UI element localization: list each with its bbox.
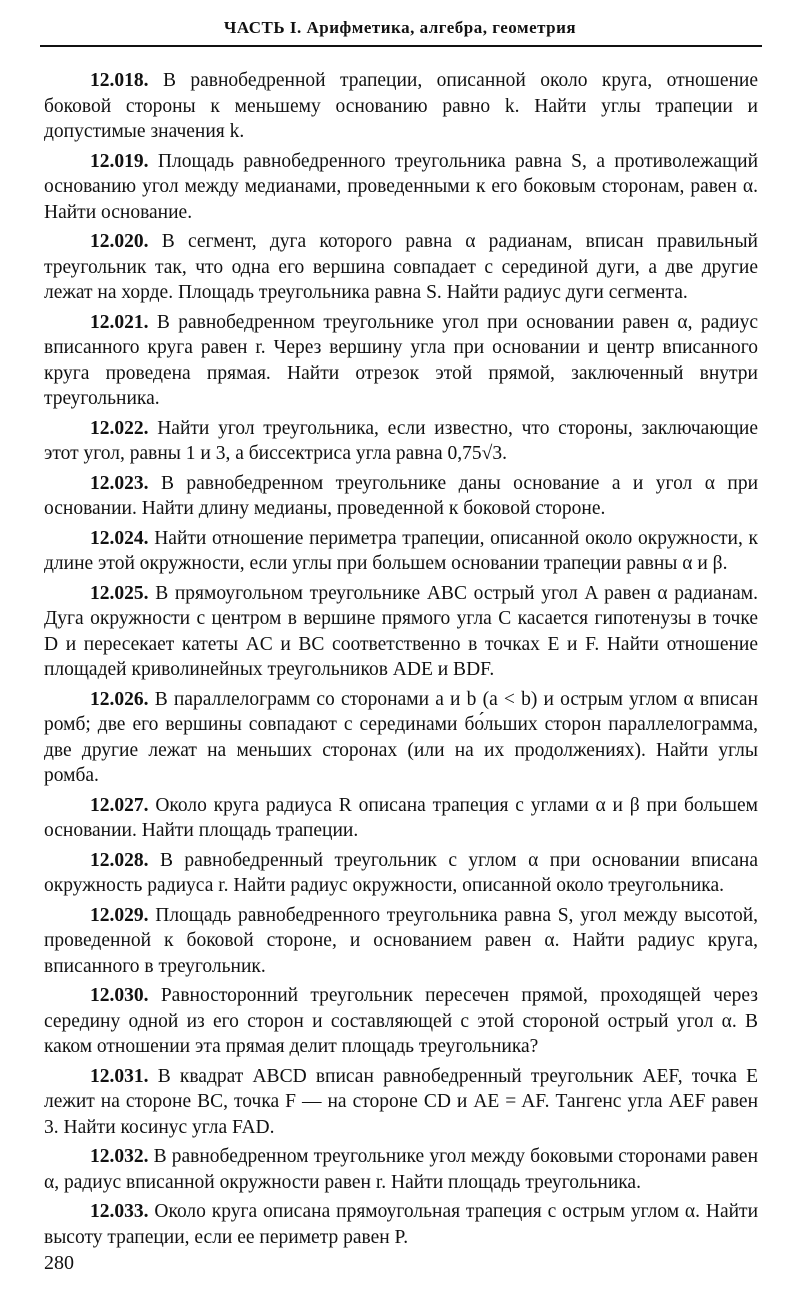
- problem-number: 12.025.: [90, 582, 149, 604]
- problem-number: 12.026.: [90, 688, 149, 710]
- problem-text: Равносторонний треугольник пересечен прямой, проходящей через середину одной из его сторон и составляющей с этой стороной острый угол α. В каком отношении эта прямая делит площадь треугольника?: [44, 985, 759, 1057]
- problem-number: 12.031.: [90, 1065, 149, 1087]
- problem-12-031: [44, 1064, 758, 1141]
- problem-number: 12.019.: [90, 150, 149, 172]
- problem-text: В равнобедренной трапеции, описанной около круга, отношение боковой стороны к меньшему основанию равно k. Найти углы трапеции и допустимые значения k.: [44, 70, 758, 142]
- problem-12-024: [44, 526, 758, 577]
- header-divider: [40, 45, 762, 47]
- problem-12-032: [44, 1144, 758, 1195]
- problem-12-023: [44, 471, 758, 522]
- problem-number: 12.027.: [90, 794, 149, 816]
- problem-number: 12.021.: [90, 311, 149, 333]
- problem-text: Площадь равнобедренного треугольника равна S, угол между высотой, проведенной к боковой стороне, и основанием равен α. Найти радиус круга, вписанного в треугольник.: [44, 904, 759, 977]
- problem-12-028: [44, 848, 758, 899]
- problem-list: [44, 68, 758, 1254]
- problem-number: 12.029.: [90, 904, 149, 926]
- problem-number: 12.030.: [90, 985, 149, 1006]
- problem-12-027: [44, 793, 758, 844]
- problem-12-026: [44, 687, 758, 789]
- problem-number: 12.020.: [90, 231, 149, 252]
- problem-number: 12.024.: [90, 527, 149, 549]
- page-number: 280: [44, 1252, 74, 1274]
- running-header: ЧАСТЬ I. Арифметика, алгебра, геометрия: [223, 18, 577, 37]
- problem-number: 12.028.: [90, 849, 149, 871]
- problem-text: Найти отношение периметра трапеции, описанной около окружности, к длине этой окружности, если углы при большем основании трапеции равны α и β.: [44, 527, 758, 574]
- problem-12-033: [44, 1199, 758, 1250]
- problem-text: В сегмент, дуга которого равна α радианам, вписан правильный треугольник так, что одна его вершина совпадает с серединой дуги, а две другие лежат на хорде. Площадь треугольника равна S. Найти радиус дуги сегмента.: [44, 231, 758, 303]
- problem-text: В равнобедренном треугольнике угол при основании равен α, радиус вписанного круга равен r. Через вершину угла при основании и центр вписанного круга проведена прямая. Найти отрезок этой прямой, заключенный внутри треугольника.: [44, 311, 758, 409]
- problem-number: 12.023.: [90, 472, 149, 494]
- problem-text: Около круга описана прямоугольная трапеция с острым углом α. Найти высоту трапеции, если ее периметр равен P.: [44, 1201, 759, 1248]
- problem-number: 12.032.: [90, 1146, 149, 1167]
- problem-text: В прямоугольном треугольнике ABC острый угол A равен α радианам. Дуга окружности с центром в вершине прямого угла C касается гипотенузы в точке D и пересекает катеты AC и BC соответственно в точках E и F. Найти отношение площадей криволинейных треугольников ADE и BDF.: [44, 582, 759, 680]
- problem-number: 12.033.: [90, 1201, 149, 1222]
- problem-12-029: [44, 903, 758, 980]
- problem-12-020: [44, 229, 758, 306]
- problem-12-021: [44, 310, 758, 412]
- problem-text: В равнобедренном треугольнике даны основание a и угол α при основании. Найти длину медианы, проведенной к боковой стороне.: [44, 472, 759, 519]
- problem-number: 12.022.: [90, 417, 149, 439]
- problem-12-022: [44, 416, 758, 467]
- problem-number: 12.018.: [90, 70, 149, 91]
- problem-text: В равнобедренный треугольник с углом α при основании вписана окружность радиуса r. Найти радиус окружности, описанной около треугольника.: [44, 849, 758, 896]
- problem-text: В равнобедренном треугольнике угол между боковыми сторонами равен α, радиус вписанной окружности равен r. Найти площадь треугольника.: [44, 1146, 758, 1193]
- problem-12-025: [44, 581, 758, 683]
- problem-text: Найти угол треугольника, если известно, что стороны, заключающие этот угол, равны 1 и 3, а биссектриса угла равна 0,75√3.: [44, 417, 758, 464]
- problem-text: В квадрат ABCD вписан равнобедренный треугольник AEF, точка E лежит на стороне BC, точка F — на стороне CD и AE = AF. Тангенс угла AEF равен 3. Найти косинус угла FAD.: [44, 1065, 758, 1138]
- problem-text: Площадь равнобедренного треугольника равна S, а противолежащий основанию угол между медианами, проведенными к его боковым сторонам, равен α. Найти основание.: [44, 150, 759, 223]
- problem-text: В параллелограмм со сторонами a и b (a < b) и острым углом α вписан ромб; две его вершины совпадают с серединами бо́льших сторон параллелограмма, две другие лежат на меньших сторонах (или на их продолжениях). Найти углы ромба.: [44, 688, 758, 786]
- problem-12-019: [44, 149, 758, 226]
- problem-12-018: [44, 68, 758, 145]
- problem-text: Около круга радиуса R описана трапеция с углами α и β при большем основании. Найти площадь трапеции.: [44, 794, 758, 841]
- problem-12-030: [44, 983, 758, 1060]
